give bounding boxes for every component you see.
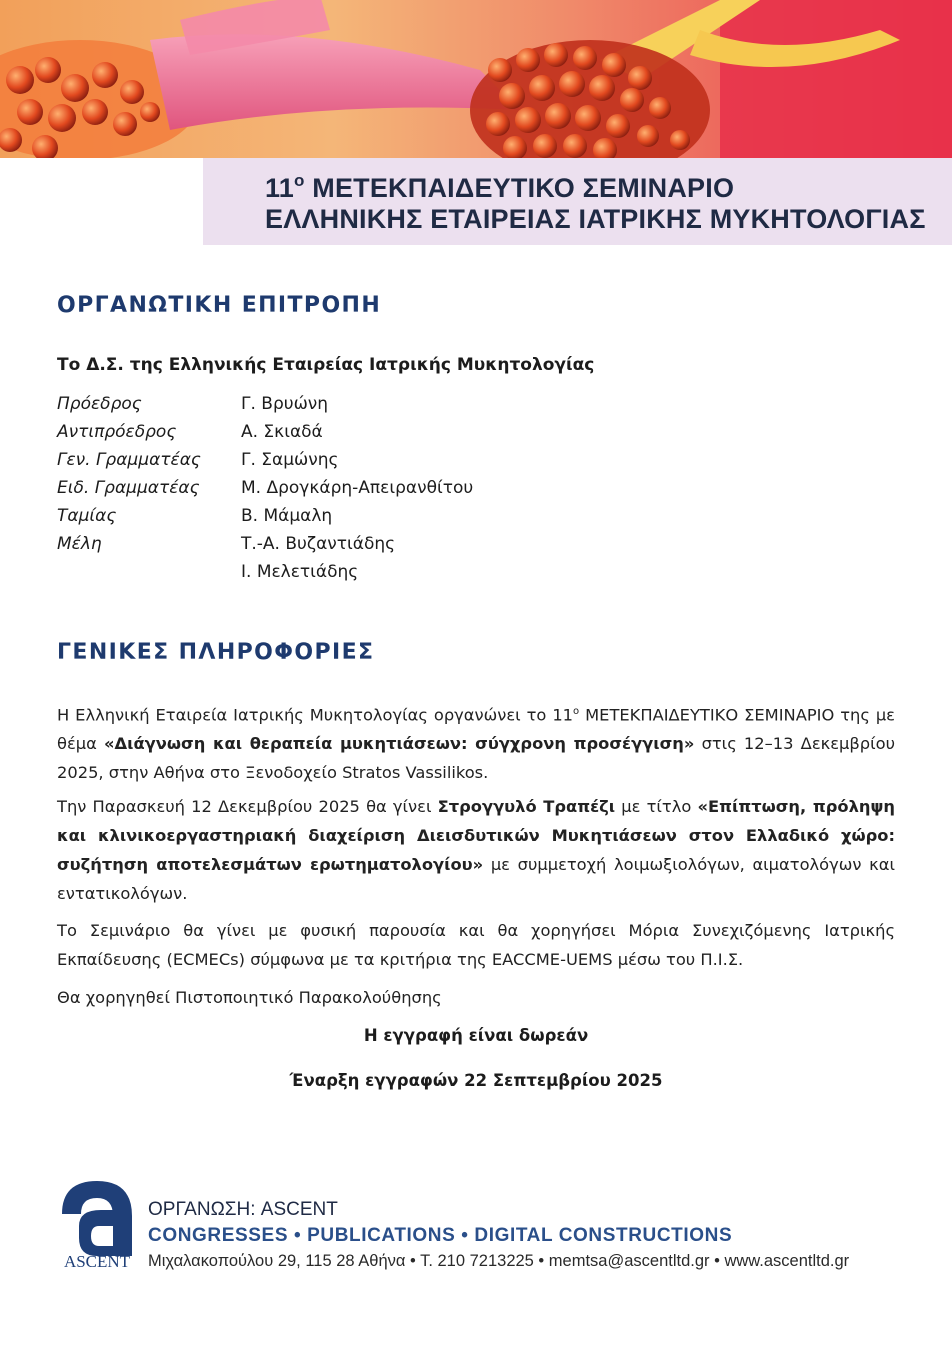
- member-name: Γ. Βρυώνη: [241, 394, 329, 414]
- member-name: Γ. Σαμώνης: [241, 450, 339, 470]
- committee-row: [57, 504, 577, 532]
- committee-row: [57, 392, 577, 420]
- ascent-logo: [57, 1176, 137, 1272]
- info-paragraph-2: Την Παρασκευή 12 Δεκεμβρίου 2025 θα γίνει Στρογγυλό Τραπέζι με τίτλο «Επίπτωση, πρόληψη και κλινικοεργαστηριακή διαχείριση Διεισδυτικών Μυκητιάσεων στον Ελλαδικό χώρο: συζήτηση αποτελεσμάτων ερωτηματολογίου» με συμμετοχή λοιμωξιολόγων, αιματολόγων και εντατικολόγων.: [57, 797, 895, 903]
- committee-members: [57, 392, 577, 588]
- hero-illustration: [0, 0, 952, 158]
- board-title: Το Δ.Σ. της Ελληνικής Εταιρείας Ιατρικής Μυκητολογίας: [57, 355, 595, 375]
- organizer-tagline: CONGRESSES • PUBLICATIONS • DIGITAL CONSTRUCTIONS: [148, 1225, 733, 1246]
- role-label: Αντιπρόεδρος: [57, 422, 177, 442]
- organizer-line: ΟΡΓΑΝΩΣΗ: ASCENT: [148, 1199, 338, 1220]
- page-title-line-1: $11^o$ ΜΕΤΕΚΠΑΙΔΕΥΤΙΚΟ ΣΕΜΙΝΑΡΙΟ: [265, 171, 735, 203]
- role-label: Πρόεδρος: [57, 394, 142, 414]
- info-heading: ΓΕΝΙΚΕΣ ΠΛΗΡΟΦΟΡΙΕΣ: [57, 640, 375, 665]
- info-paragraph-4: Θα χορηγηθεί Πιστοποιητικό Παρακολούθησης: [57, 988, 442, 1007]
- committee-row: [57, 560, 577, 588]
- registration-free: Η εγγραφή είναι δωρεάν: [363, 1026, 589, 1045]
- role-label: Γεν. Γραμματέας: [57, 450, 201, 470]
- role-label: Μέλη: [57, 534, 102, 554]
- committee-row: [57, 420, 577, 448]
- fungus-illustration-icon: [0, 0, 952, 158]
- role-label: Ειδ. Γραμματέας: [57, 478, 200, 498]
- info-paragraph-1: Η Ελληνική Εταιρεία Ιατρικής Μυκητολογίας οργανώνει το $11^o$ ΜΕΤΕΚΠΑΙΔΕΥΤΙΚΟ ΣΕΜΙΝΑΡΙΟ της με θέμα «Διάγνωση και θεραπεία μυκητιάσεων: σύγχρονη προσέγγιση» στις 12–13 Δεκεμβρίου 2025, στην Αθήνα στο Ξενοδοχείο Stratos Vassilikos.: [57, 705, 895, 783]
- page-title-line-2: ΕΛΛΗΝΙΚΗΣ ΕΤΑΙΡΕΙΑΣ ΙΑΤΡΙΚΗΣ ΜΥΚΗΤΟΛΟΓΙΑΣ: [265, 204, 926, 234]
- registration-start: Έναρξη εγγραφών 22 Σεπτεμβρίου 2025: [289, 1071, 663, 1090]
- member-name: Ι. Μελετιάδης: [241, 562, 359, 582]
- member-name: Α. Σκιαδά: [241, 422, 323, 442]
- title-band: [203, 158, 952, 245]
- role-label: Ταμίας: [57, 506, 117, 526]
- info-paragraph-3: Το Σεμινάριο θα γίνει με φυσική παρουσία και θα χορηγήσει Μόρια Συνεχιζόμενης Ιατρικής Εκπαίδευσης (ECMECs) σύμφωνα με τα κριτήρια της EACCME-UEMS μέσω του Π.Ι.Σ.: [57, 921, 895, 969]
- organizer-contact: Μιχαλακοπούλου 29, 115 28 Αθήνα • Τ. 210 7213225 • memtsa@ascentltd.gr • www.ascentltd.gr: [148, 1252, 850, 1270]
- member-name: Β. Μάμαλη: [241, 506, 333, 526]
- logo-text: ASCENT: [63, 1252, 131, 1271]
- committee-row: [57, 476, 577, 504]
- committee-row: [57, 532, 577, 560]
- member-name: Μ. Δρογκάρη-Απειρανθίτου: [241, 478, 474, 498]
- member-name: Τ.-Α. Βυζαντιάδης: [241, 534, 396, 554]
- committee-row: [57, 448, 577, 476]
- committee-heading: ΟΡΓΑΝΩΤΙΚΗ ΕΠΙΤΡΟΠΗ: [57, 293, 382, 318]
